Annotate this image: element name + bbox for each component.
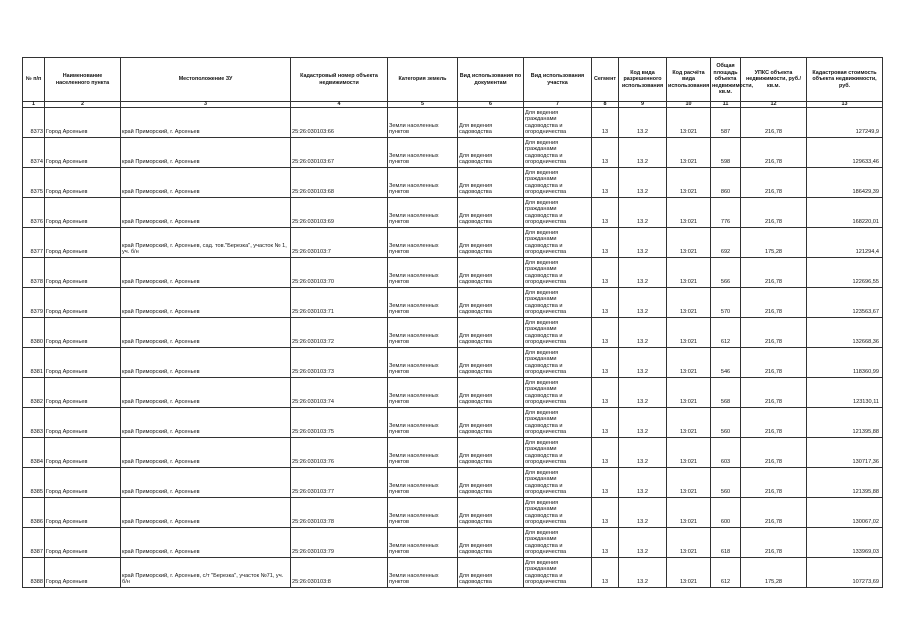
location-cell: край Приморский, г. Арсеньев xyxy=(121,288,291,318)
row-number: 8384 xyxy=(23,438,45,468)
cadastral-value-cell: 132668,36 xyxy=(807,318,883,348)
land-category-cell: Земли населенных пунктов xyxy=(388,228,458,258)
location-cell: край Приморский, г. Арсеньев xyxy=(121,438,291,468)
calc-use-code-cell: 13:021 xyxy=(667,108,711,138)
location-cell: край Приморский, г. Арсеньев xyxy=(121,318,291,348)
document-use-cell: Для ведения садоводства xyxy=(458,138,524,168)
upks-cell: 216,78 xyxy=(741,168,807,198)
document-use-cell: Для ведения садоводства xyxy=(458,498,524,528)
land-category-cell: Земли населенных пунктов xyxy=(388,258,458,288)
land-category-cell: Земли населенных пунктов xyxy=(388,408,458,438)
area-cell: 692 xyxy=(711,228,741,258)
col-header: Местоположение ЗУ xyxy=(121,58,291,102)
segment-cell: 13 xyxy=(592,408,619,438)
calc-use-code-cell: 13:021 xyxy=(667,558,711,588)
land-category-cell: Земли населенных пунктов xyxy=(388,168,458,198)
row-number: 8377 xyxy=(23,228,45,258)
area-cell: 603 xyxy=(711,438,741,468)
col-header: Кадастровая стоимость объекта недвижимости, руб. xyxy=(807,58,883,102)
segment-cell: 13 xyxy=(592,498,619,528)
settlement-cell: Город Арсеньев xyxy=(45,318,121,348)
col-header: Код вида разрешенного использования xyxy=(619,58,667,102)
upks-cell: 216,78 xyxy=(741,468,807,498)
cadastral-number-cell: 25:26:030103:67 xyxy=(291,138,388,168)
col-header: Категория земель xyxy=(388,58,458,102)
document-use-cell: Для ведения садоводства xyxy=(458,168,524,198)
location-cell: край Приморский, г. Арсеньев xyxy=(121,378,291,408)
settlement-cell: Город Арсеньев xyxy=(45,528,121,558)
area-cell: 860 xyxy=(711,168,741,198)
location-cell: край Приморский, г. Арсеньев xyxy=(121,108,291,138)
row-number: 8379 xyxy=(23,288,45,318)
parcel-use-cell: Для ведения гражданами садоводства и огородничества xyxy=(524,468,592,498)
permitted-use-code-cell: 13.2 xyxy=(619,108,667,138)
segment-cell: 13 xyxy=(592,378,619,408)
document-use-cell: Для ведения садоводства xyxy=(458,528,524,558)
header-row xyxy=(23,58,883,102)
column-number: 11 xyxy=(711,102,741,108)
settlement-cell: Город Арсеньев xyxy=(45,228,121,258)
upks-cell: 175,28 xyxy=(741,558,807,588)
area-cell: 600 xyxy=(711,498,741,528)
area-cell: 612 xyxy=(711,318,741,348)
row-number: 8380 xyxy=(23,318,45,348)
table-row xyxy=(23,528,883,558)
upks-cell: 216,78 xyxy=(741,318,807,348)
segment-cell: 13 xyxy=(592,258,619,288)
upks-cell: 216,78 xyxy=(741,498,807,528)
permitted-use-code-cell: 13.2 xyxy=(619,498,667,528)
cadastral-value-cell: 107273,69 xyxy=(807,558,883,588)
permitted-use-code-cell: 13.2 xyxy=(619,468,667,498)
cadastral-value-cell: 118360,99 xyxy=(807,348,883,378)
cadastral-number-cell: 25:26:030103:73 xyxy=(291,348,388,378)
cadastral-number-cell: 25:26:030103:78 xyxy=(291,498,388,528)
document-use-cell: Для ведения садоводства xyxy=(458,408,524,438)
location-cell: край Приморский, г. Арсеньев xyxy=(121,198,291,228)
permitted-use-code-cell: 13.2 xyxy=(619,528,667,558)
location-cell: край Приморский, г. Арсеньев xyxy=(121,498,291,528)
table-row xyxy=(23,228,883,258)
document-use-cell: Для ведения садоводства xyxy=(458,378,524,408)
cadastral-number-cell: 25:26:030103:75 xyxy=(291,408,388,438)
row-number: 8374 xyxy=(23,138,45,168)
parcel-use-cell: Для ведения гражданами садоводства и огородничества xyxy=(524,378,592,408)
land-category-cell: Земли населенных пунктов xyxy=(388,468,458,498)
permitted-use-code-cell: 13.2 xyxy=(619,258,667,288)
column-number: 5 xyxy=(388,102,458,108)
col-header: Кадастровый номер объекта недвижимости xyxy=(291,58,388,102)
calc-use-code-cell: 13:021 xyxy=(667,378,711,408)
area-cell: 568 xyxy=(711,378,741,408)
document-use-cell: Для ведения садоводства xyxy=(458,258,524,288)
upks-cell: 216,78 xyxy=(741,378,807,408)
area-cell: 566 xyxy=(711,258,741,288)
cadastral-number-cell: 25:26:030103:72 xyxy=(291,318,388,348)
col-header: Вид использования по документам xyxy=(458,58,524,102)
cadastral-value-cell: 186429,39 xyxy=(807,168,883,198)
calc-use-code-cell: 13:021 xyxy=(667,528,711,558)
parcel-use-cell: Для ведения гражданами садоводства и огородничества xyxy=(524,498,592,528)
cadastral-number-cell: 25:26:030103:69 xyxy=(291,198,388,228)
table-row xyxy=(23,288,883,318)
parcel-use-cell: Для ведения гражданами садоводства и огородничества xyxy=(524,288,592,318)
row-number: 8388 xyxy=(23,558,45,588)
document-use-cell: Для ведения садоводства xyxy=(458,348,524,378)
settlement-cell: Город Арсеньев xyxy=(45,198,121,228)
area-cell: 560 xyxy=(711,408,741,438)
parcel-use-cell: Для ведения гражданами садоводства и огородничества xyxy=(524,258,592,288)
document-use-cell: Для ведения садоводства xyxy=(458,288,524,318)
upks-cell: 216,78 xyxy=(741,288,807,318)
table-row xyxy=(23,408,883,438)
segment-cell: 13 xyxy=(592,108,619,138)
settlement-cell: Город Арсеньев xyxy=(45,348,121,378)
parcel-use-cell: Для ведения гражданами садоводства и огородничества xyxy=(524,558,592,588)
col-header: № п/п xyxy=(23,58,45,102)
table-row xyxy=(23,558,883,588)
cadastral-number-cell: 25:26:030103:8 xyxy=(291,558,388,588)
permitted-use-code-cell: 13.2 xyxy=(619,348,667,378)
column-number: 13 xyxy=(807,102,883,108)
area-cell: 546 xyxy=(711,348,741,378)
area-cell: 776 xyxy=(711,198,741,228)
column-number: 6 xyxy=(458,102,524,108)
table-row xyxy=(23,258,883,288)
parcel-use-cell: Для ведения гражданами садоводства и огородничества xyxy=(524,528,592,558)
document-use-cell: Для ведения садоводства xyxy=(458,558,524,588)
cadastral-number-cell: 25:26:030103:68 xyxy=(291,168,388,198)
permitted-use-code-cell: 13.2 xyxy=(619,138,667,168)
settlement-cell: Город Арсеньев xyxy=(45,168,121,198)
table-row xyxy=(23,468,883,498)
segment-cell: 13 xyxy=(592,558,619,588)
upks-cell: 216,78 xyxy=(741,438,807,468)
calc-use-code-cell: 13:021 xyxy=(667,438,711,468)
calc-use-code-cell: 13:021 xyxy=(667,408,711,438)
area-cell: 618 xyxy=(711,528,741,558)
parcel-use-cell: Для ведения гражданами садоводства и огородничества xyxy=(524,108,592,138)
cadastral-value-cell: 121395,88 xyxy=(807,408,883,438)
land-category-cell: Земли населенных пунктов xyxy=(388,138,458,168)
cadastral-value-cell: 130717,36 xyxy=(807,438,883,468)
segment-cell: 13 xyxy=(592,318,619,348)
parcel-use-cell: Для ведения гражданами садоводства и огородничества xyxy=(524,348,592,378)
table-row xyxy=(23,108,883,138)
parcel-use-cell: Для ведения гражданами садоводства и огородничества xyxy=(524,138,592,168)
segment-cell: 13 xyxy=(592,228,619,258)
table-body xyxy=(23,108,883,588)
upks-cell: 216,78 xyxy=(741,138,807,168)
cadastral-number-cell: 25:26:030103:74 xyxy=(291,378,388,408)
segment-cell: 13 xyxy=(592,438,619,468)
settlement-cell: Город Арсеньев xyxy=(45,558,121,588)
table-row xyxy=(23,348,883,378)
upks-cell: 216,78 xyxy=(741,198,807,228)
row-number: 8385 xyxy=(23,468,45,498)
cadastral-value-cell: 123563,67 xyxy=(807,288,883,318)
upks-cell: 175,28 xyxy=(741,228,807,258)
calc-use-code-cell: 13:021 xyxy=(667,318,711,348)
column-number: 3 xyxy=(121,102,291,108)
calc-use-code-cell: 13:021 xyxy=(667,348,711,378)
cadastral-number-cell: 25:26:030103:77 xyxy=(291,468,388,498)
cadastral-table xyxy=(22,57,883,588)
land-category-cell: Земли населенных пунктов xyxy=(388,438,458,468)
settlement-cell: Город Арсеньев xyxy=(45,258,121,288)
calc-use-code-cell: 13:021 xyxy=(667,498,711,528)
settlement-cell: Город Арсеньев xyxy=(45,138,121,168)
cadastral-number-cell: 25:26:030103:79 xyxy=(291,528,388,558)
col-header: Наименование населенного пункта xyxy=(45,58,121,102)
area-cell: 570 xyxy=(711,288,741,318)
col-header: Сегмент xyxy=(592,58,619,102)
row-number: 8373 xyxy=(23,108,45,138)
calc-use-code-cell: 13:021 xyxy=(667,468,711,498)
cadastral-table-sheet xyxy=(22,57,878,588)
row-number: 8378 xyxy=(23,258,45,288)
permitted-use-code-cell: 13.2 xyxy=(619,378,667,408)
table-row xyxy=(23,438,883,468)
calc-use-code-cell: 13:021 xyxy=(667,258,711,288)
segment-cell: 13 xyxy=(592,348,619,378)
column-number: 4 xyxy=(291,102,388,108)
document-use-cell: Для ведения садоводства xyxy=(458,438,524,468)
calc-use-code-cell: 13:021 xyxy=(667,288,711,318)
cadastral-number-cell: 25:26:030103:76 xyxy=(291,438,388,468)
table-row xyxy=(23,198,883,228)
cadastral-number-cell: 25:26:030103:66 xyxy=(291,108,388,138)
location-cell: край Приморский, г. Арсеньев xyxy=(121,468,291,498)
location-cell: край Приморский, г. Арсеньев xyxy=(121,168,291,198)
document-use-cell: Для ведения садоводства xyxy=(458,108,524,138)
settlement-cell: Город Арсеньев xyxy=(45,438,121,468)
permitted-use-code-cell: 13.2 xyxy=(619,168,667,198)
land-category-cell: Земли населенных пунктов xyxy=(388,288,458,318)
row-number: 8383 xyxy=(23,408,45,438)
calc-use-code-cell: 13:021 xyxy=(667,198,711,228)
upks-cell: 216,78 xyxy=(741,348,807,378)
location-cell: край Приморский, г. Арсеньев xyxy=(121,348,291,378)
calc-use-code-cell: 13:021 xyxy=(667,228,711,258)
table-row xyxy=(23,168,883,198)
location-cell: край Приморский, г. Арсеньев xyxy=(121,138,291,168)
land-category-cell: Земли населенных пунктов xyxy=(388,498,458,528)
land-category-cell: Земли населенных пунктов xyxy=(388,378,458,408)
permitted-use-code-cell: 13.2 xyxy=(619,408,667,438)
row-number: 8381 xyxy=(23,348,45,378)
location-cell: край Приморский, г. Арсеньев xyxy=(121,408,291,438)
column-number: 1 xyxy=(23,102,45,108)
upks-cell: 216,78 xyxy=(741,408,807,438)
segment-cell: 13 xyxy=(592,288,619,318)
parcel-use-cell: Для ведения гражданами садоводства и огородничества xyxy=(524,408,592,438)
cadastral-number-cell: 25:26:030103:7 xyxy=(291,228,388,258)
parcel-use-cell: Для ведения гражданами садоводства и огородничества xyxy=(524,438,592,468)
permitted-use-code-cell: 13.2 xyxy=(619,198,667,228)
column-number: 10 xyxy=(667,102,711,108)
permitted-use-code-cell: 13.2 xyxy=(619,288,667,318)
col-header: УПКС объекта недвижимости, руб./кв.м. xyxy=(741,58,807,102)
permitted-use-code-cell: 13.2 xyxy=(619,438,667,468)
permitted-use-code-cell: 13.2 xyxy=(619,558,667,588)
cadastral-value-cell: 121294,4 xyxy=(807,228,883,258)
col-header: Вид использования участка xyxy=(524,58,592,102)
row-number: 8382 xyxy=(23,378,45,408)
col-header: Код расчёта вида использования xyxy=(667,58,711,102)
document-use-cell: Для ведения садоводства xyxy=(458,468,524,498)
segment-cell: 13 xyxy=(592,198,619,228)
column-number: 7 xyxy=(524,102,592,108)
document-use-cell: Для ведения садоводства xyxy=(458,198,524,228)
column-number: 9 xyxy=(619,102,667,108)
parcel-use-cell: Для ведения гражданами садоводства и огородничества xyxy=(524,318,592,348)
cadastral-value-cell: 123130,11 xyxy=(807,378,883,408)
location-cell: край Приморский, г. Арсеньев xyxy=(121,528,291,558)
row-number: 8387 xyxy=(23,528,45,558)
settlement-cell: Город Арсеньев xyxy=(45,408,121,438)
area-cell: 560 xyxy=(711,468,741,498)
cadastral-value-cell: 130067,02 xyxy=(807,498,883,528)
area-cell: 612 xyxy=(711,558,741,588)
parcel-use-cell: Для ведения гражданами садоводства и огородничества xyxy=(524,228,592,258)
segment-cell: 13 xyxy=(592,168,619,198)
table-row xyxy=(23,318,883,348)
table-row xyxy=(23,378,883,408)
land-category-cell: Земли населенных пунктов xyxy=(388,318,458,348)
column-number: 8 xyxy=(592,102,619,108)
parcel-use-cell: Для ведения гражданами садоводства и огородничества xyxy=(524,168,592,198)
area-cell: 587 xyxy=(711,108,741,138)
settlement-cell: Город Арсеньев xyxy=(45,498,121,528)
cadastral-value-cell: 121395,88 xyxy=(807,468,883,498)
table-row xyxy=(23,498,883,528)
location-cell: край Приморский, г. Арсеньев xyxy=(121,258,291,288)
document-use-cell: Для ведения садоводства xyxy=(458,228,524,258)
settlement-cell: Город Арсеньев xyxy=(45,288,121,318)
upks-cell: 216,78 xyxy=(741,108,807,138)
area-cell: 598 xyxy=(711,138,741,168)
settlement-cell: Город Арсеньев xyxy=(45,108,121,138)
cadastral-value-cell: 122696,55 xyxy=(807,258,883,288)
land-category-cell: Земли населенных пунктов xyxy=(388,108,458,138)
row-number: 8376 xyxy=(23,198,45,228)
upks-cell: 216,78 xyxy=(741,258,807,288)
land-category-cell: Земли населенных пунктов xyxy=(388,528,458,558)
location-cell: край Приморский, г. Арсеньев, с/т "Березка", участок №71, уч. б/н xyxy=(121,558,291,588)
permitted-use-code-cell: 13.2 xyxy=(619,318,667,348)
calc-use-code-cell: 13:021 xyxy=(667,138,711,168)
parcel-use-cell: Для ведения гражданами садоводства и огородничества xyxy=(524,198,592,228)
table-row xyxy=(23,138,883,168)
cadastral-value-cell: 127249,9 xyxy=(807,108,883,138)
location-cell: край Приморский, г. Арсеньев, сад. тов."Березка", участок № 1, уч. б/н xyxy=(121,228,291,258)
segment-cell: 13 xyxy=(592,468,619,498)
row-number: 8386 xyxy=(23,498,45,528)
segment-cell: 13 xyxy=(592,138,619,168)
settlement-cell: Город Арсеньев xyxy=(45,468,121,498)
cadastral-value-cell: 129633,46 xyxy=(807,138,883,168)
calc-use-code-cell: 13:021 xyxy=(667,168,711,198)
segment-cell: 13 xyxy=(592,528,619,558)
column-number: 12 xyxy=(741,102,807,108)
cadastral-value-cell: 133969,03 xyxy=(807,528,883,558)
settlement-cell: Город Арсеньев xyxy=(45,378,121,408)
column-number: 2 xyxy=(45,102,121,108)
upks-cell: 216,78 xyxy=(741,528,807,558)
cadastral-number-cell: 25:26:030103:70 xyxy=(291,258,388,288)
cadastral-value-cell: 168220,01 xyxy=(807,198,883,228)
land-category-cell: Земли населенных пунктов xyxy=(388,348,458,378)
land-category-cell: Земли населенных пунктов xyxy=(388,558,458,588)
permitted-use-code-cell: 13.2 xyxy=(619,228,667,258)
land-category-cell: Земли населенных пунктов xyxy=(388,198,458,228)
cadastral-number-cell: 25:26:030103:71 xyxy=(291,288,388,318)
row-number: 8375 xyxy=(23,168,45,198)
col-header: Общая площадь объекта недвижимости, кв.м. xyxy=(711,58,741,102)
document-use-cell: Для ведения садоводства xyxy=(458,318,524,348)
